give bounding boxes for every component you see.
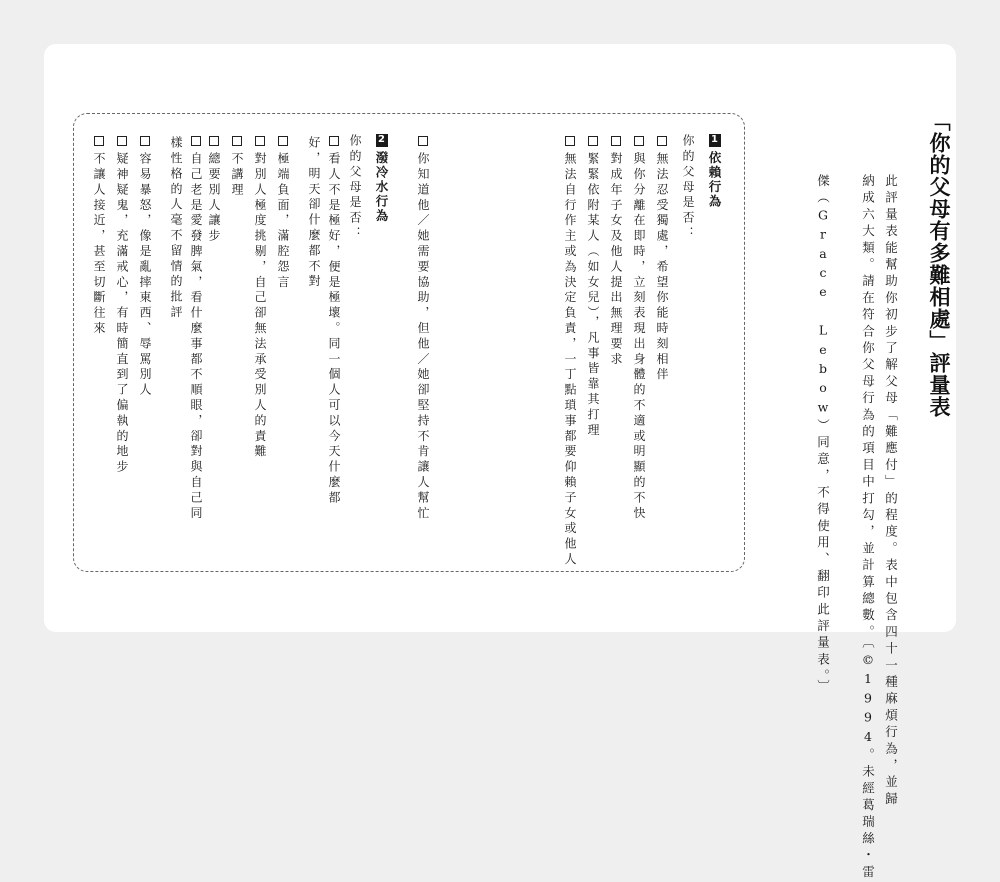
- checkbox[interactable]: [255, 136, 265, 146]
- page: [44, 44, 956, 882]
- section-1-heading: 1依賴行為: [707, 134, 722, 209]
- checklist-item[interactable]: 極端負面，滿腔怨言: [277, 136, 289, 291]
- checklist-item[interactable]: 對成年子女及他人提出無理要求: [610, 136, 622, 368]
- checkbox[interactable]: [611, 136, 621, 146]
- checkbox[interactable]: [418, 136, 428, 146]
- section-2-number: 2: [376, 134, 387, 147]
- section-2-prompt: 你的父母是否：: [348, 134, 362, 242]
- checkbox[interactable]: [232, 136, 242, 146]
- checkbox[interactable]: [657, 136, 667, 146]
- checklist-item[interactable]: 對別人極度挑剔，自己卻無法承受別人的責難: [254, 136, 266, 460]
- checkbox[interactable]: [278, 136, 288, 146]
- checkbox[interactable]: [191, 136, 201, 146]
- checklist-item[interactable]: 不讓人接近，甚至切斷往來: [93, 136, 105, 337]
- checkbox[interactable]: [209, 136, 219, 146]
- checklist-item[interactable]: 看人不是極好，便是極壞。同一個人可以今天什麼都好，明天卻什麼都不對: [307, 136, 341, 507]
- checklist-item[interactable]: 自己老是愛發脾氣，看什麼事都不順眼，卻對與自己同樣性格的人毫不留情的批評: [169, 136, 203, 522]
- checkbox[interactable]: [588, 136, 598, 146]
- section-1-prompt: 你的父母是否：: [681, 134, 695, 242]
- checkbox[interactable]: [565, 136, 575, 146]
- checklist-item[interactable]: 總要別人讓步: [208, 136, 220, 244]
- checkbox[interactable]: [329, 136, 339, 146]
- checklist-item[interactable]: 緊緊依附某人（如女兒），凡事皆靠其打理: [587, 136, 599, 439]
- checklist-item[interactable]: 無法忍受獨處，希望你能時刻相伴: [656, 136, 668, 383]
- checklist-item[interactable]: 你知道他／她需要協助，但他／她卻堅持不肯讓人幫忙: [417, 136, 429, 522]
- checkbox[interactable]: [634, 136, 644, 146]
- checklist-item[interactable]: 無法自行作主或為決定負責，一丁點瑣事都要仰賴子女或他人: [564, 136, 576, 568]
- checkbox[interactable]: [140, 136, 150, 146]
- checklist-item[interactable]: 與你分離在即時，立刻表現出身體的不適或明顯的不快: [633, 136, 645, 522]
- page-title: 「你的父母有多難相處」評量表: [927, 110, 951, 418]
- checkbox[interactable]: [117, 136, 127, 146]
- section-1-number: 1: [709, 134, 720, 147]
- checklist-item[interactable]: 容易暴怒，像是亂摔東西、辱罵別人: [139, 136, 151, 398]
- intro-line-2: 納成六大類。請在符合你父母行為的項目中打勾，並計算總數。〔©1994。未經葛瑞絲・雷: [860, 174, 876, 882]
- intro-line-3: 傑（Grace Lebow）同意，不得使用、翻印此評量表。〕: [815, 174, 831, 697]
- checklist-item[interactable]: 疑神疑鬼，充滿戒心，有時簡直到了偏執的地步: [116, 136, 128, 475]
- checkbox[interactable]: [94, 136, 104, 146]
- checklist-item[interactable]: 不講理: [231, 136, 243, 198]
- section-2-heading: 2潑冷水行為: [374, 134, 389, 224]
- intro-line-1: 此評量表能幫助你初步了解父母「難應付」的程度。表中包含四十一種麻煩行為，並歸: [883, 174, 899, 809]
